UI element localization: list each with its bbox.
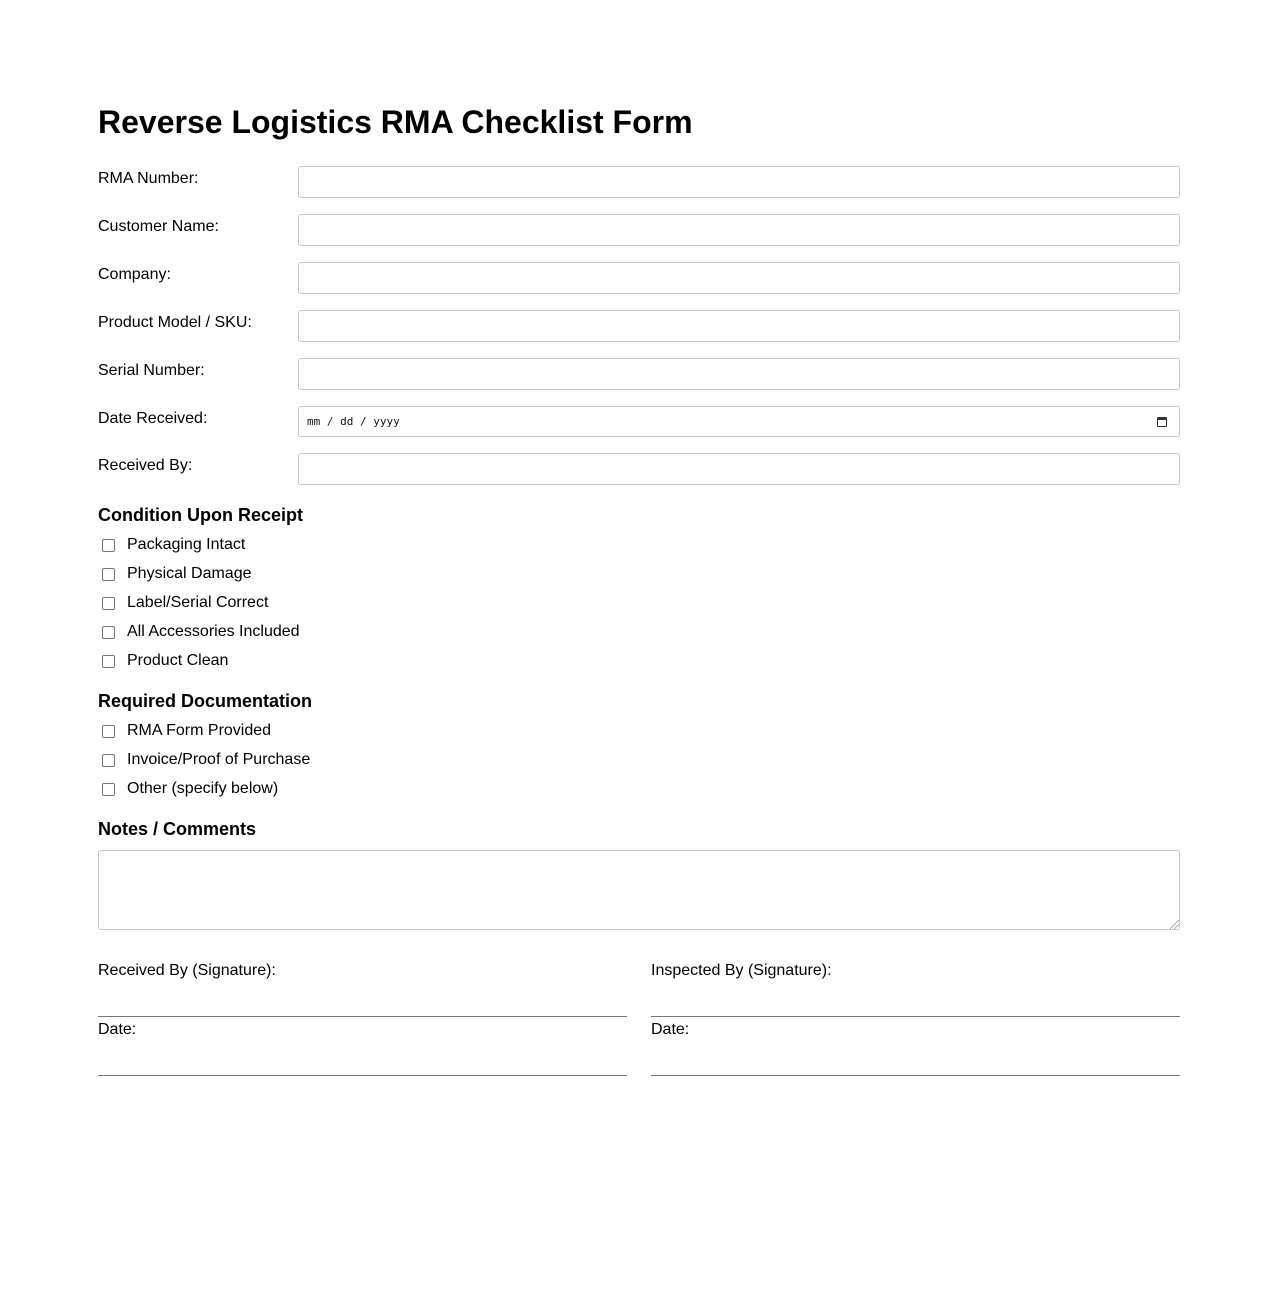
serial-number-input[interactable] [298, 358, 1180, 390]
checkbox[interactable] [102, 626, 115, 639]
serial-number-label: Serial Number: [98, 362, 205, 379]
field-serial-number [98, 358, 1180, 390]
field-received-by [98, 453, 1180, 485]
checkbox-label-serial-correct[interactable] [102, 593, 268, 613]
checkbox-label: Physical Damage [127, 565, 252, 582]
company-input[interactable] [298, 262, 1180, 294]
checkbox-label: All Accessories Included [127, 623, 300, 640]
checkbox[interactable] [102, 539, 115, 552]
checkbox-label: RMA Form Provided [127, 722, 272, 739]
notes-heading: Notes / Comments [98, 819, 257, 839]
notes-textarea[interactable] [98, 850, 1180, 930]
checkbox-label: Other (specify below) [127, 780, 279, 797]
checkbox[interactable] [102, 754, 115, 767]
checkbox-physical-damage[interactable] [102, 564, 252, 584]
checkbox-other-specify-below[interactable] [102, 779, 278, 799]
resize-grip-icon[interactable] [1170, 920, 1179, 929]
customer-name-input[interactable] [298, 214, 1180, 246]
field-date-received [98, 406, 1180, 438]
inspected-by-date-label: Date: [651, 1021, 690, 1038]
checkbox-label: Invoice/Proof of Purchase [127, 751, 311, 768]
rma-number-label: RMA Number: [98, 170, 199, 187]
field-company [98, 262, 1180, 294]
checkbox-rma-form-provided[interactable] [102, 721, 271, 741]
field-rma-number [98, 166, 1180, 198]
date-received-label: Date Received: [98, 410, 208, 427]
rma-number-input[interactable] [298, 166, 1180, 198]
customer-name-label: Customer Name: [98, 218, 219, 235]
inspected-by-signature-line[interactable] [651, 1016, 1180, 1017]
inspected-by-date-line[interactable] [651, 1075, 1180, 1076]
inspected-by-signature-label: Inspected By (Signature): [651, 962, 832, 979]
field-customer-name [98, 214, 1180, 246]
condition-heading: Condition Upon Receipt [98, 505, 303, 525]
calendar-icon[interactable] [1157, 417, 1167, 427]
documentation-heading: Required Documentation [98, 691, 313, 711]
checkbox-label: Packaging Intact [127, 536, 246, 553]
checkbox-label: Product Clean [127, 652, 229, 669]
checkbox-product-clean[interactable] [102, 651, 228, 671]
checkbox[interactable] [102, 597, 115, 610]
checkbox[interactable] [102, 725, 115, 738]
field-product-model-sku [98, 310, 1180, 342]
checkbox[interactable] [102, 655, 115, 668]
received-by-date-label: Date: [98, 1021, 137, 1038]
received-by-date-line[interactable] [98, 1075, 627, 1076]
checkbox-all-accessories-included[interactable] [102, 622, 300, 642]
received-by-label: Received By: [98, 457, 193, 474]
received-by-signature-label: Received By (Signature): [98, 962, 276, 979]
received-by-signature-line[interactable] [98, 1016, 627, 1017]
checkbox[interactable] [102, 568, 115, 581]
product-model-sku-label: Product Model / SKU: [98, 314, 252, 331]
checkbox[interactable] [102, 783, 115, 796]
checkbox-packaging-intact[interactable] [102, 535, 245, 555]
page-title: Reverse Logistics RMA Checklist Form [98, 104, 693, 140]
checkbox-label: Label/Serial Correct [127, 594, 269, 611]
date-placeholder: mm / dd / yyyy [307, 415, 400, 428]
received-by-input[interactable] [298, 453, 1180, 485]
company-label: Company: [98, 266, 171, 283]
checkbox-invoice-proof-of-purchase[interactable] [102, 750, 310, 770]
product-model-sku-input[interactable] [298, 310, 1180, 342]
date-received-input[interactable] [298, 406, 1180, 437]
